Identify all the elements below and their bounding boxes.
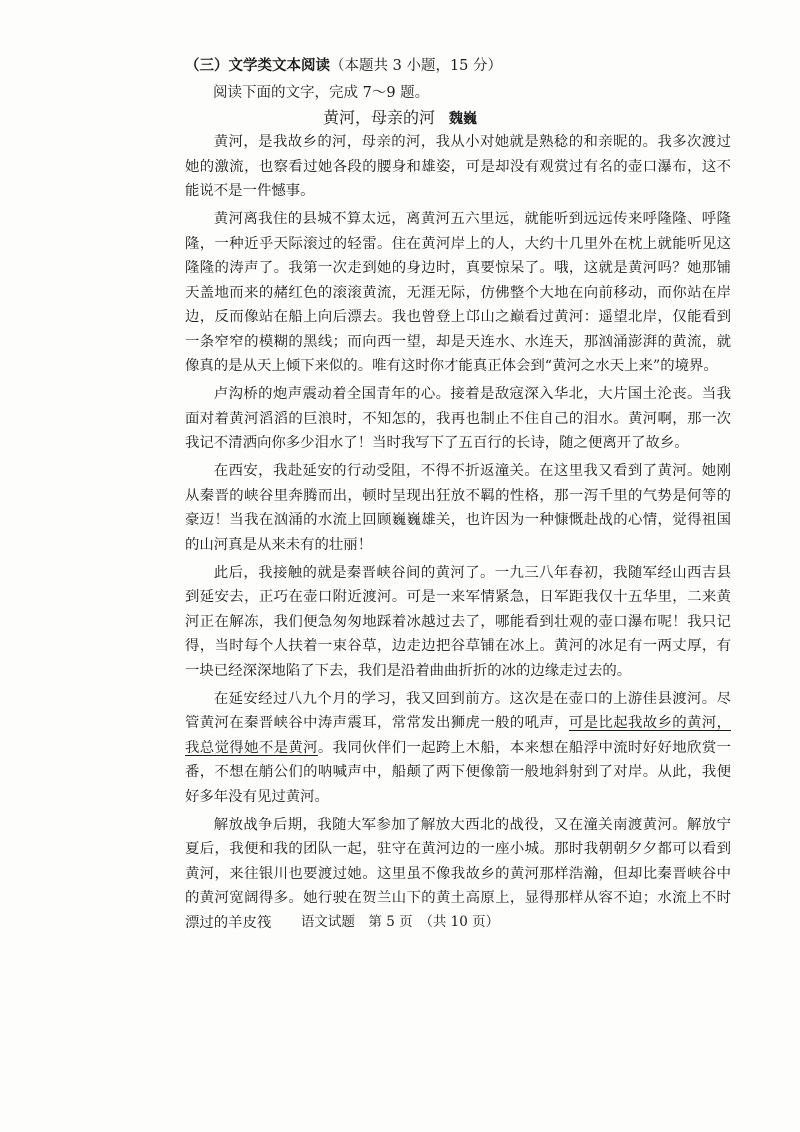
- reading-instruction: 阅读下面的文字，完成 7～9 题。: [213, 85, 430, 101]
- underlined-sentence: 可是比起我故乡的黄河，我总觉得她不是黄河: [185, 715, 731, 756]
- article-heading: [0, 106, 800, 131]
- paragraph-1: 黄河，是我故乡的河，母亲的河，我从小对她就是熟稔的和亲昵的。我多次渡过她的激流，也察看过她各段的腰身和雄姿，可是却没有观赏过有名的壶口瀑布，这不能说不是一件憾事。: [185, 134, 731, 199]
- article-body: [185, 130, 731, 939]
- paragraph-6-end: 。我同伙伴们一起跨上木船，本来想在船浮中流时好好地欣赏一番，不想在艄公们的呐喊声中，船颠了两下便像箭一般地斜射到了对岸。从此，我便好多年没有见过黄河。: [185, 739, 731, 805]
- paragraph-5: 此后，我接触的就是秦晋峡谷间的黄河了。一九三八年春初，我随军经山西吉县到延安去，正巧在壶口附近渡河。可是一来军情紧急，日军距我仅十五华里，二来黄河正在解冻，我们便急匆匆地踩着冰越过去了，哪能看到壮观的壶口瀑布呢！我只记得，当时每个人扶着一束谷草，边走边把谷草铺在冰上。黄河的冰足有一两丈厚，有一块已经深深地陷了下去，我们是沿着曲曲折折的冰的边缘走过去的。: [185, 564, 731, 679]
- paragraph-7: 解放战争后期，我随大军参加了解放大西北的战役，又在潼关南渡黄河。解放宁夏后，我便和我的团队一起，驻守在黄河边的一座小城。那时我朝朝夕夕都可以看到黄河，来往银川也要渡过她。这里虽不像我故乡的黄河那样浩瀚，但却比秦晋峡谷中的黄河宽阔得多。她行驶在贺兰山下的黄土高原上，显得那样从容不迫；水流上不时漂过的羊皮筏: [185, 816, 731, 931]
- paragraph-2: 黄河离我住的县城不算太远，离黄河五六里远，就能听到远远传来呼隆隆、呼隆隆，一种近乎天际滚过的轻雷。住在黄河岸上的人，大约十几里外在枕上就能听见这隆隆的涛声了。我第一次走到她的身边时，真要惊呆了。哦，这就是黄河吗？她那铺天盖地而来的赭红色的滚滚黄流，无涯无际，仿佛整个大地在向前移动，而你站在岸边，反而像站在船上向后漂去。我也曾登上邙山之巅看过黄河：遥望北岸，仅能看到一条窄窄的模糊的黑线；而向西一望，却是天连水、水连天，那汹涌澎湃的黄流，就像真的是从天上倾下来似的。唯有这时你才能真正体会到“黄河之水天上来”的境界。: [185, 211, 731, 374]
- paragraph-6: [185, 687, 731, 810]
- paragraph-4: 在西安，我赴延安的行动受阻，不得不折返潼关。在这里我又看到了黄河。她刚从秦晋的峡谷里奔腾而出，顿时呈现出狂放不羁的性格，那一泻千里的气势是何等的豪迈！当我在汹涌的水流上回顾巍巍雄关，也许因为一种慷慨赴战的心情，觉得祖国的山河真是从来未有的壮丽！: [185, 463, 731, 553]
- section-note: （本题共 3 小题，15 分）: [330, 58, 503, 74]
- article-title: 黄河，母亲的河: [322, 108, 435, 127]
- article-author: 魏巍: [449, 111, 477, 127]
- section-header: [185, 55, 502, 77]
- paragraph-6-start: 在延安经过八九个月的学习，我又回到前方。这次是在壶口的上游佳县渡河。尽管黄河在秦晋峡谷中涛声震耳，常常发出狮虎一般的吼声，: [185, 690, 731, 731]
- section-title: （三）文学类文本阅读: [185, 57, 330, 74]
- paragraph-3: 卢沟桥的炮声震动着全国青年的心。接着是敌寇深入华北，大片国土沦丧。当我面对着黄河滔滔的巨浪时，不知怎的，我再也制止不住自己的泪水。黄河啊，那一次我记不清洒向你多少泪水了！当时我写下了五百行的长诗，随之便离开了故乡。: [185, 386, 731, 451]
- page-footer: 语文试题 第 5 页 （共 10 页）: [300, 914, 500, 930]
